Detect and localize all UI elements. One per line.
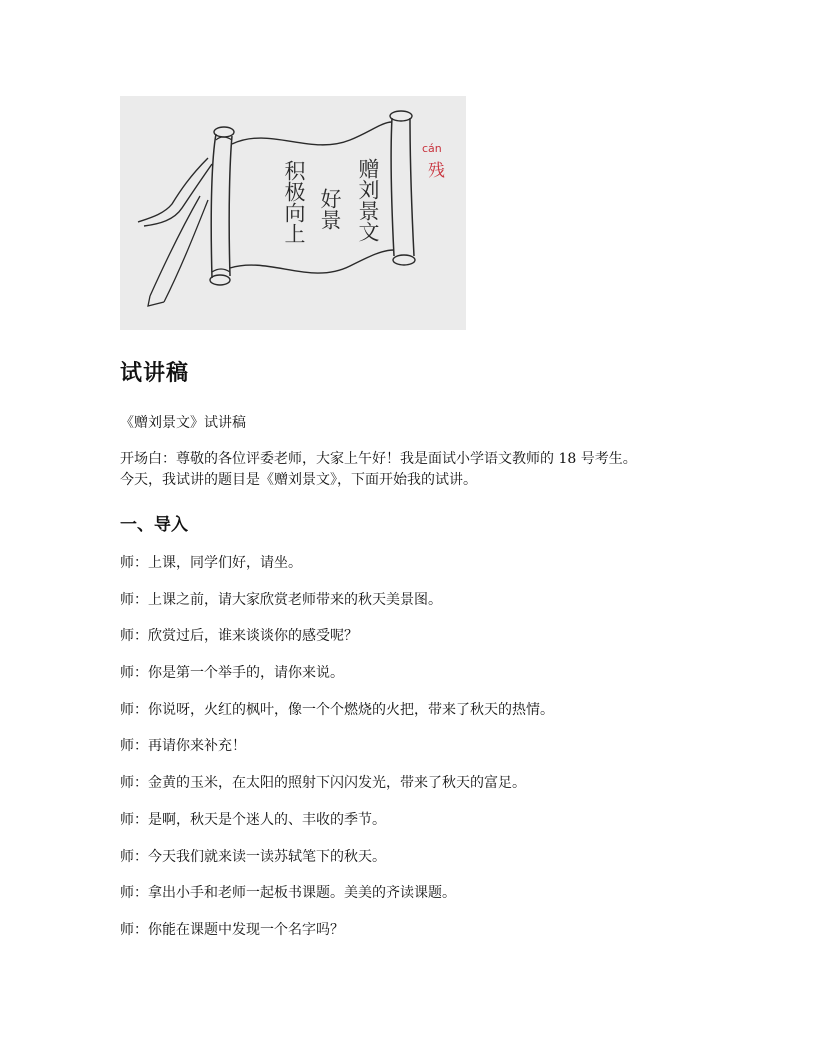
scroll-text-col2: 好景 (318, 188, 342, 230)
intro-line-2: 今天，我试讲的题目是《赠刘景文》，下面开始我的试讲。 (120, 472, 477, 488)
scroll-text-col1: 赠刘景文 (356, 158, 380, 242)
page-title: 试讲稿 (120, 361, 190, 386)
scroll-illustration (120, 96, 466, 330)
dialogue-line: 师：今天我们就来读一读苏轼笔下的秋天。 (120, 848, 386, 865)
dialogue-list (120, 554, 554, 958)
section-heading-intro: 一、导入 (120, 515, 188, 535)
document-subtitle: 《赠刘景文》试讲稿 (120, 415, 246, 431)
intro-line-1: 开场白：尊敬的各位评委老师，大家上午好！我是面试小学语文教师的 18 号考生。 (120, 451, 637, 467)
dialogue-line: 师：再请你来补充！ (120, 738, 246, 755)
dialogue-line: 师：上课之前，请大家欣赏老师带来的秋天美景图。 (120, 591, 442, 608)
pinyin-annotation: cán (422, 142, 442, 155)
hanzi-annotation: 残 (428, 161, 445, 181)
dialogue-line: 师：是啊，秋天是个迷人的、丰收的季节。 (120, 811, 386, 828)
dialogue-line: 师：上课，同学们好，请坐。 (120, 555, 302, 571)
intro-paragraph (120, 449, 710, 491)
dialogue-line: 师：拿出小手和老师一起板书课题。美美的齐读课题。 (120, 885, 456, 902)
dialogue-line: 师：你是第一个举手的，请你来说。 (120, 665, 344, 682)
scroll-text-col3: 积极向上 (282, 160, 306, 244)
dialogue-line: 师：金黄的玉米，在太阳的照射下闪闪发光，带来了秋天的富足。 (120, 775, 526, 792)
dialogue-line: 师：欣赏过后，谁来谈谈你的感受呢？ (120, 628, 358, 645)
dialogue-line: 师：你能在课题中发现一个名字吗？ (120, 921, 344, 938)
dialogue-line: 师：你说呀，火红的枫叶，像一个个燃烧的火把，带来了秋天的热情。 (120, 701, 554, 718)
